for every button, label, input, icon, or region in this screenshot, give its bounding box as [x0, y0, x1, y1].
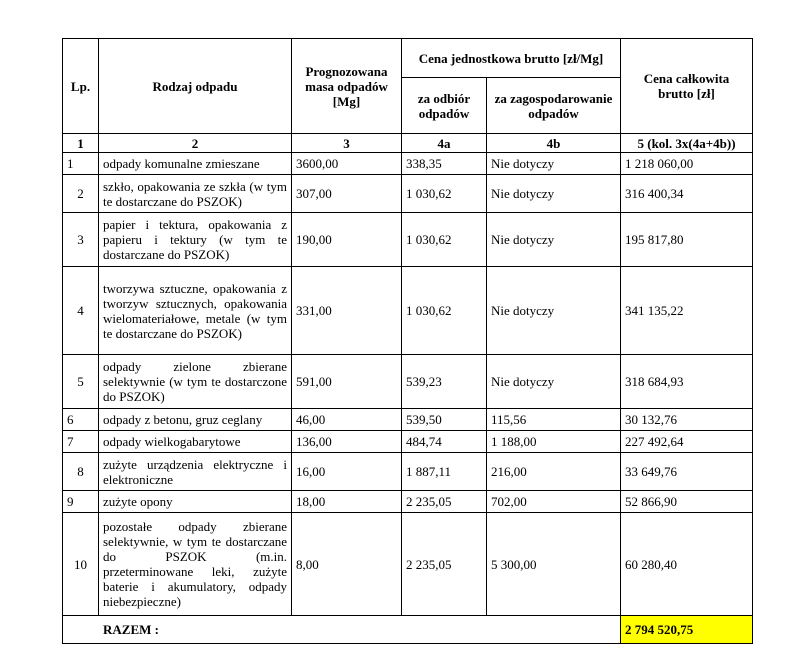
header-rodzaj-odpadu: Rodzaj odpadu [99, 39, 292, 134]
row-waste-type: szkło, opakowania ze szkła (w tym te dostarczane do PSZOK) [99, 175, 292, 213]
row-mass: 18,00 [292, 491, 402, 513]
row-lp: 8 [63, 453, 99, 491]
row-waste-type: zużyte urządzenia elektryczne i elektroniczne [99, 453, 292, 491]
row-price-zagospodarowanie: Nie dotyczy [487, 213, 621, 267]
row-price-odbior: 2 235,05 [402, 491, 487, 513]
row-price-zagospodarowanie: 115,56 [487, 409, 621, 431]
row-price-zagospodarowanie: 1 188,00 [487, 431, 621, 453]
table-row [63, 453, 753, 491]
column-number: 4b [487, 134, 621, 153]
row-price-zagospodarowanie: 5 300,00 [487, 513, 621, 616]
row-waste-type: papier i tektura, opakowania z papieru i tektury (w tym te dostarczane do PSZOK) [99, 213, 292, 267]
row-lp: 9 [63, 491, 99, 513]
row-price-zagospodarowanie: 216,00 [487, 453, 621, 491]
row-price-odbior: 484,74 [402, 431, 487, 453]
row-lp: 10 [63, 513, 99, 616]
row-price-odbior: 539,23 [402, 355, 487, 409]
row-lp: 2 [63, 175, 99, 213]
row-mass: 331,00 [292, 267, 402, 355]
table-row [63, 213, 753, 267]
row-lp: 3 [63, 213, 99, 267]
row-mass: 136,00 [292, 431, 402, 453]
row-price-zagospodarowanie: Nie dotyczy [487, 175, 621, 213]
row-price-zagospodarowanie: Nie dotyczy [487, 267, 621, 355]
row-mass: 3600,00 [292, 153, 402, 175]
header-za-zagospodarowanie: za zagospodarowanie odpadów [487, 78, 621, 134]
column-number: 5 (kol. 3x(4a+4b)) [621, 134, 753, 153]
table-row [63, 175, 753, 213]
row-price-odbior: 338,35 [402, 153, 487, 175]
table-row [63, 431, 753, 453]
row-total: 318 684,93 [621, 355, 753, 409]
row-lp: 5 [63, 355, 99, 409]
row-total: 195 817,80 [621, 213, 753, 267]
row-mass: 8,00 [292, 513, 402, 616]
column-number: 3 [292, 134, 402, 153]
table-row [63, 355, 753, 409]
row-waste-type: odpady z betonu, gruz ceglany [99, 409, 292, 431]
row-waste-type: zużyte opony [99, 491, 292, 513]
header-masa: Prognozowana masa odpadów [Mg] [292, 39, 402, 134]
row-lp: 1 [63, 153, 99, 175]
row-price-odbior: 539,50 [402, 409, 487, 431]
row-waste-type: tworzywa sztuczne, opakowania z tworzyw sztucznych, opakowania wielomateriałowe, metale (w tym te dostarczane do PSZOK) [99, 267, 292, 355]
total-label: RAZEM : [63, 616, 621, 644]
table-row [63, 267, 753, 355]
column-number: 2 [99, 134, 292, 153]
row-mass: 307,00 [292, 175, 402, 213]
row-waste-type: odpady wielkogabarytowe [99, 431, 292, 453]
row-waste-type: pozostałe odpady zbierane selektywnie, w tym te dostarczane do PSZOK (m.in. przeterminowane leki, zużyte baterie i akumulatory, odpady niebezpieczne) [99, 513, 292, 616]
row-price-odbior: 1 030,62 [402, 267, 487, 355]
row-mass: 16,00 [292, 453, 402, 491]
row-price-odbior: 1 887,11 [402, 453, 487, 491]
row-waste-type: odpady komunalne zmieszane [99, 153, 292, 175]
table-row [63, 491, 753, 513]
total-row [63, 616, 753, 644]
column-number: 4a [402, 134, 487, 153]
header-cena-calkowita: Cena całkowita brutto [zł] [621, 39, 753, 134]
row-lp: 4 [63, 267, 99, 355]
row-total: 341 135,22 [621, 267, 753, 355]
row-mass: 591,00 [292, 355, 402, 409]
table-row [63, 153, 753, 175]
row-total: 227 492,64 [621, 431, 753, 453]
row-price-odbior: 2 235,05 [402, 513, 487, 616]
column-number-row [63, 134, 753, 153]
header-lp: Lp. [63, 39, 99, 134]
header-za-odbior: za odbiór odpadów [402, 78, 487, 134]
column-number: 1 [63, 134, 99, 153]
table-row [63, 409, 753, 431]
header-cena-jednostkowa: Cena jednostkowa brutto [zł/Mg] [402, 39, 621, 78]
total-value: 2 794 520,75 [621, 616, 753, 644]
row-total: 1 218 060,00 [621, 153, 753, 175]
row-lp: 6 [63, 409, 99, 431]
row-price-odbior: 1 030,62 [402, 175, 487, 213]
row-price-zagospodarowanie: Nie dotyczy [487, 153, 621, 175]
table-row [63, 513, 753, 616]
row-total: 60 280,40 [621, 513, 753, 616]
row-total: 33 649,76 [621, 453, 753, 491]
row-price-zagospodarowanie: Nie dotyczy [487, 355, 621, 409]
row-mass: 190,00 [292, 213, 402, 267]
row-lp: 7 [63, 431, 99, 453]
row-total: 316 400,34 [621, 175, 753, 213]
row-total: 30 132,76 [621, 409, 753, 431]
row-waste-type: odpady zielone zbierane selektywnie (w tym te dostarczone do PSZOK) [99, 355, 292, 409]
waste-price-table [62, 38, 753, 644]
row-total: 52 866,90 [621, 491, 753, 513]
row-price-zagospodarowanie: 702,00 [487, 491, 621, 513]
row-price-odbior: 1 030,62 [402, 213, 487, 267]
row-mass: 46,00 [292, 409, 402, 431]
